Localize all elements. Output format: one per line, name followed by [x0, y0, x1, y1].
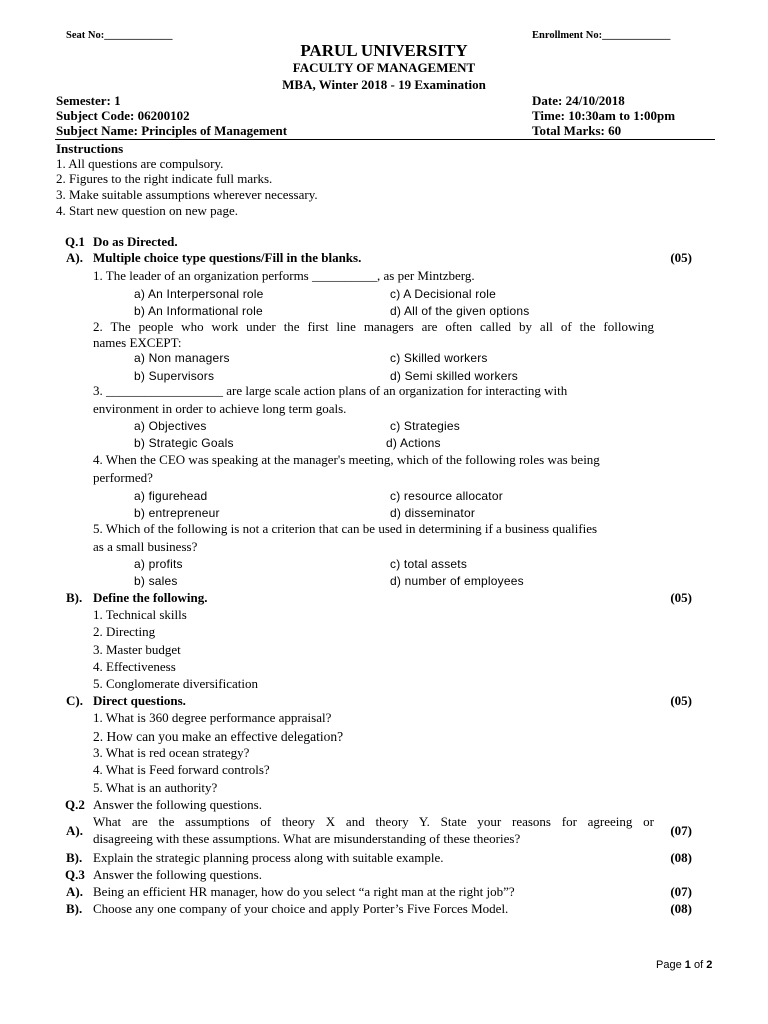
q1c-label: C). [66, 693, 83, 708]
exam-time: Time: 10:30am to 1:00pm [532, 108, 676, 123]
mcq-option: c) A Decisional role [390, 287, 497, 301]
q1-number: Q.1 [65, 234, 85, 249]
enrollment-no: Enrollment No:_____________ [532, 30, 671, 41]
instruction-item: 4. Start new question on new page. [56, 203, 238, 218]
q1c-title: Direct questions. [93, 693, 186, 708]
q3-title: Answer the following questions. [93, 867, 262, 882]
page-current: 1 [684, 959, 691, 971]
q1b-marks: (05) [670, 590, 692, 605]
mcq-option: b) sales [134, 574, 178, 588]
mcq-question: 1. The leader of an organization performs __________, as per Mintzberg. [93, 268, 475, 283]
mcq-option: c) Skilled workers [390, 351, 488, 365]
mcq-question-cont: performed? [93, 470, 153, 485]
instruction-item: 1. All questions are compulsory. [56, 156, 224, 171]
q3b-text: Choose any one company of your choice and apply Porter’s Five Forces Model. [93, 901, 509, 916]
mcq-option: b) Supervisors [134, 369, 215, 383]
q3b-marks: (08) [670, 901, 692, 916]
page-prefix: Page [656, 959, 682, 971]
q2a-text: What are the assumptions of theory X and theory Y. State your reasons for agreeing or [93, 814, 654, 829]
q2-number: Q.2 [65, 797, 85, 812]
direct-question: 2. How can you make an effective delegation? [93, 729, 344, 744]
mcq-option: a) An Interpersonal role [134, 287, 264, 301]
faculty-name: FACULTY OF MANAGEMENT [292, 60, 476, 75]
header-divider [55, 139, 715, 140]
mcq-option: d) Semi skilled workers [390, 369, 518, 383]
exam-title: MBA, Winter 2018 - 19 Examination [282, 77, 486, 92]
q1c-marks: (05) [670, 693, 692, 708]
define-item: 3. Master budget [93, 642, 181, 657]
mcq-option: a) Objectives [134, 419, 207, 433]
q1b-title: Define the following. [93, 590, 208, 605]
q1a-marks: (05) [670, 250, 692, 265]
direct-question: 4. What is Feed forward controls? [93, 762, 270, 777]
q2-title: Answer the following questions. [93, 797, 262, 812]
q2b-label: B). [66, 850, 83, 865]
q2b-marks: (08) [670, 850, 692, 865]
define-item: 5. Conglomerate diversification [93, 676, 258, 691]
define-item: 4. Effectiveness [93, 659, 176, 674]
q1a-title: Multiple choice type questions/Fill in the blanks. [93, 250, 362, 265]
page-number [656, 957, 712, 973]
instructions-title: Instructions [56, 141, 124, 156]
mcq-question: 3. __________________ are large scale action plans of an organization for interacting with [93, 383, 568, 398]
q1-title: Do as Directed. [93, 234, 178, 249]
define-item: 2. Directing [93, 624, 156, 639]
q3-number: Q.3 [65, 867, 85, 882]
semester: Semester: 1 [56, 93, 121, 108]
mcq-option: d) number of employees [390, 574, 524, 588]
direct-question: 3. What is red ocean strategy? [93, 745, 250, 760]
q1a-label: A). [66, 250, 83, 265]
mcq-question: 4. When the CEO was speaking at the manager's meeting, which of the following roles was being [93, 452, 600, 467]
mcq-question-cont: environment in order to achieve long term goals. [93, 401, 347, 416]
mcq-option: d) Actions [386, 436, 441, 450]
q2a-label: A). [66, 823, 83, 838]
direct-question: 1. What is 360 degree performance appraisal? [93, 710, 332, 725]
mcq-option: c) resource allocator [390, 489, 503, 503]
mcq-question-cont: names EXCEPT: [93, 335, 182, 350]
exam-date: Date: 24/10/2018 [532, 93, 625, 108]
instruction-item: 3. Make suitable assumptions wherever necessary. [56, 187, 318, 202]
mcq-question-cont: as a small business? [93, 539, 198, 554]
q3a-label: A). [66, 884, 83, 899]
total-marks: Total Marks: 60 [532, 123, 622, 138]
university-name: PARUL UNIVERSITY [300, 41, 468, 60]
mcq-option: a) figurehead [134, 489, 208, 503]
mcq-option: d) All of the given options [390, 304, 530, 318]
subject-name: Subject Name: Principles of Management [56, 123, 288, 138]
page-total: 2 [706, 959, 713, 971]
define-item: 1. Technical skills [93, 607, 187, 622]
q1b-label: B). [66, 590, 83, 605]
mcq-option: a) profits [134, 557, 183, 571]
mcq-option: a) Non managers [134, 351, 230, 365]
q3a-marks: (07) [670, 884, 692, 899]
mcq-option: b) entrepreneur [134, 506, 220, 520]
mcq-option: b) An Informational role [134, 304, 263, 318]
mcq-option: d) disseminator [390, 506, 476, 520]
seat-no: Seat No:_____________ [66, 30, 173, 41]
page-of: of [693, 959, 704, 971]
subject-code: Subject Code: 06200102 [56, 108, 190, 123]
q2a-marks: (07) [670, 823, 692, 838]
mcq-question: 2. The people who work under the first line managers are often called by all of the following [93, 319, 654, 334]
instruction-item: 2. Figures to the right indicate full marks. [56, 171, 273, 186]
q3b-label: B). [66, 901, 83, 916]
mcq-option: c) total assets [390, 557, 468, 571]
q3a-text: Being an efficient HR manager, how do you select “a right man at the right job”? [93, 884, 515, 899]
q2b-text: Explain the strategic planning process along with suitable example. [93, 850, 444, 865]
direct-question: 5. What is an authority? [93, 780, 218, 795]
q2a-text-cont: disagreeing with these assumptions. What are misunderstanding of these theories? [93, 831, 521, 846]
mcq-option: c) Strategies [390, 419, 460, 433]
mcq-option: b) Strategic Goals [134, 436, 234, 450]
mcq-question: 5. Which of the following is not a criterion that can be used in determining if a business qualifies [93, 521, 598, 536]
